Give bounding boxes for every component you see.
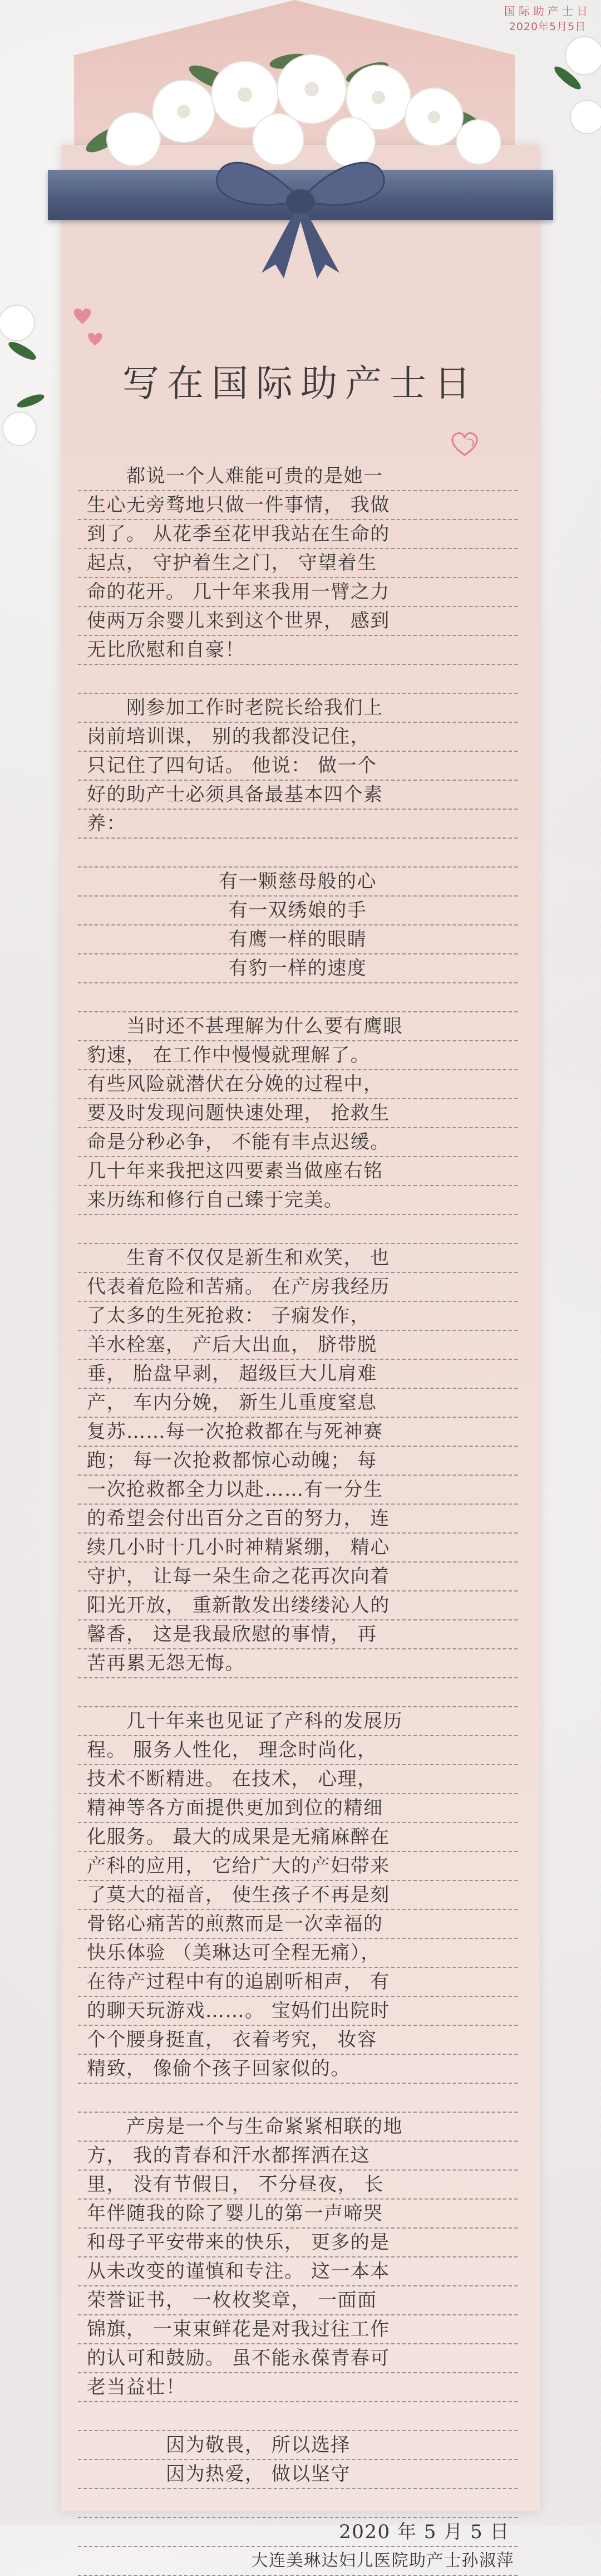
- letter-line: 产科的应用， 它给广大的产妇带来: [78, 1852, 518, 1881]
- blank-line: [78, 2402, 518, 2431]
- side-flower-icon: [0, 290, 50, 457]
- header-event: 国际助产士日: [504, 4, 591, 18]
- letter-line: 羊水栓塞， 产后大出血， 脐带脱: [78, 1331, 518, 1360]
- letter-line: 精致， 像偷个孩子回家似的。: [78, 2055, 518, 2084]
- letter-line: 岗前培训课， 别的我都没记住，: [78, 723, 518, 752]
- letter-line: 有一颗慈母般的心: [78, 868, 518, 897]
- letter-line: 代表着危险和苦痛。 在产房我经历: [78, 1273, 518, 1302]
- letter-line: 方， 我的青春和汗水都挥洒在这: [78, 2142, 518, 2171]
- letter-line: 到了。 从花季至花甲我站在生命的: [78, 520, 518, 549]
- blank-line: [78, 665, 518, 694]
- letter-line: 当时还不甚理解为什么要有鹰眼: [78, 1012, 518, 1041]
- letter-line: 骨铭心痛苦的煎熬而是一次幸福的: [78, 1910, 518, 1939]
- letter-line: 的聊天玩游戏……。 宝妈们出院时: [78, 1997, 518, 2026]
- letter-line: 苦再累无怨无悔。: [78, 1649, 518, 1678]
- letter-line: 几十年来也见证了产科的发展历: [78, 1707, 518, 1736]
- letter-line: 化服务。 最大的成果是无痛麻醉在: [78, 1823, 518, 1852]
- blank-line: [78, 2489, 518, 2518]
- letter-line: 有一双绣娘的手: [78, 897, 518, 925]
- letter-line: 精神等各方面提供更加到位的精细: [78, 1794, 518, 1823]
- blank-line: [78, 983, 518, 1012]
- letter-line: 生心无旁骛地只做一件事情， 我做: [78, 491, 518, 520]
- letter-line: 刚参加工作时老院长给我们上: [78, 694, 518, 723]
- letter-line: 都说一个人难能可贵的是她一: [78, 462, 518, 491]
- letter-line: 命的花开。 几十年来我用一臂之力: [78, 578, 518, 607]
- letter-line: 复苏……每一次抢救都在与死神赛: [78, 1418, 518, 1447]
- letter-line: 在待产过程中有的追剧听相声， 有: [78, 1968, 518, 1997]
- letter-line: 一次抢救都全力以赴……有一分生: [78, 1476, 518, 1505]
- letter-line: 年伴随我的除了婴儿的第一声啼哭: [78, 2200, 518, 2229]
- letter-line: 了莫大的福音， 使生孩子不再是刻: [78, 1881, 518, 1910]
- letter-line: 锦旗， 一束束鲜花是对我过往工作: [78, 2315, 518, 2344]
- hearts-decoration-icon: [68, 301, 112, 351]
- letter-line: 起点， 守护着生之门， 守望着生: [78, 549, 518, 578]
- letter-title: 写在国际助产士日: [122, 362, 479, 405]
- letter-line: 有些风险就潜伏在分娩的过程中，: [78, 1070, 518, 1099]
- letter-line: 守护， 让每一朵生命之花再次向着: [78, 1563, 518, 1591]
- letter-line: 有豹一样的速度: [78, 954, 518, 983]
- letter-line: 快乐体验 （美琳达可全程无痛），: [78, 1939, 518, 1968]
- letter-line: 因为热爱， 做以坚守: [78, 2460, 518, 2489]
- letter-line: 垂， 胎盘早剥， 超级巨大儿肩难: [78, 1360, 518, 1389]
- letter-line: 来历练和修行自己臻于完美。: [78, 1186, 518, 1215]
- blank-line: [78, 1678, 518, 1707]
- letter-line: 产， 车内分娩， 新生儿重度窒息: [78, 1389, 518, 1418]
- header-date: 2020年5月5日: [509, 21, 587, 33]
- letter-line: 2020 年 5 月 5 日: [78, 2518, 518, 2547]
- letter-line: 荣誉证书， 一枚枚奖章， 一面面: [78, 2286, 518, 2315]
- letter-line: 因为敬畏， 所以选择: [78, 2431, 518, 2460]
- letter-line: 和母子平安带来的快乐， 更多的是: [78, 2229, 518, 2257]
- letter-paper: [61, 145, 540, 2570]
- blank-line: [78, 839, 518, 868]
- letter-line: 从未改变的谨慎和专注。 这一本本: [78, 2257, 518, 2286]
- letter-line: 技术不断精进。 在技术， 心理，: [78, 1765, 518, 1794]
- letter-line: 使两万余婴儿来到这个世界， 感到: [78, 607, 518, 636]
- letter-line: 几十年来我把这四要素当做座右铭: [78, 1157, 518, 1186]
- letter-line: 有鹰一样的眼睛: [78, 925, 518, 954]
- letter-line: 无比欣慰和自豪！: [78, 636, 518, 665]
- letter-line: 产房是一个与生命紧紧相联的地: [78, 2113, 518, 2142]
- letter-line: 老当益壮！: [78, 2373, 518, 2402]
- letter-line: 了太多的生死抢救： 子痫发作，: [78, 1302, 518, 1331]
- letter-line: 好的助产士必须具备最基本四个素: [78, 781, 518, 810]
- letter-body: [78, 462, 518, 2576]
- letter-line: 生育不仅仅是新生和欢笑， 也: [78, 1244, 518, 1273]
- letter-line: 要及时发现问题快速处理， 抢救生: [78, 1099, 518, 1128]
- letter-line: 只记住了四句话。 他说： 做一个: [78, 752, 518, 781]
- corner-flower-icon: [534, 22, 601, 145]
- letter-line: 里， 没有节假日， 不分昼夜， 长: [78, 2171, 518, 2200]
- ribbon-bow-icon: [184, 117, 417, 284]
- letter-line: 阳光开放， 重新散发出缕缕沁人的: [78, 1591, 518, 1620]
- letter-line: 的希望会付出百分之百的努力， 连: [78, 1505, 518, 1534]
- letter-line: 续几小时十几小时神精紧绷， 精心: [78, 1534, 518, 1563]
- letter-line: 养：: [78, 810, 518, 839]
- letter-line: 馨香， 这是我最欣慰的事情， 再: [78, 1620, 518, 1649]
- blank-line: [78, 1215, 518, 1244]
- letter-line: 命是分秒必争， 不能有丰点迟缓。: [78, 1128, 518, 1157]
- letter-line: 个个腰身挺直， 衣着考究， 妆容: [78, 2026, 518, 2055]
- heart-outline-icon: [445, 426, 484, 459]
- letter-line: 程。 服务人性化， 理念时尚化，: [78, 1736, 518, 1765]
- letter-line: 跑； 每一次抢救都惊心动魄； 每: [78, 1447, 518, 1476]
- blank-line: [78, 2084, 518, 2113]
- letter-line: 大连美琳达妇儿医院助产士孙淑萍: [78, 2547, 518, 2576]
- letter-line: 的认可和鼓励。 虽不能永葆青春可: [78, 2344, 518, 2373]
- letter-line: 豹速， 在工作中慢慢就理解了。: [78, 1041, 518, 1070]
